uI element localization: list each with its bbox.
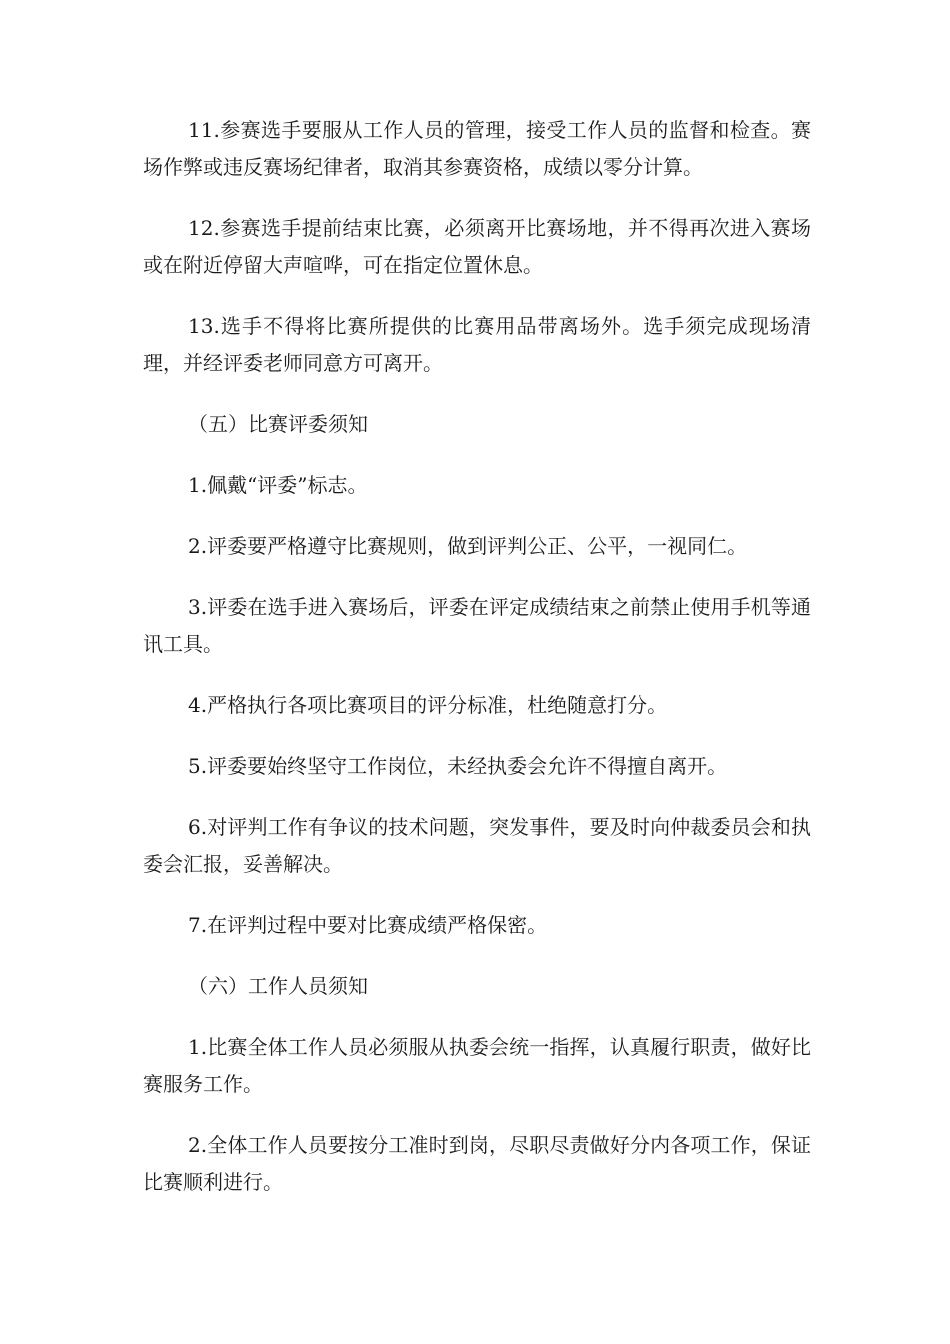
paragraph-judge-2: 2.评委要严格遵守比赛规则，做到评判公正、公平，一视同仁。 — [188, 534, 748, 558]
paragraph-judge-6: 6.对评判工作有争议的技术问题，突发事件，要及时向仲裁委员会和执委会汇报，妥善解决。 — [143, 815, 811, 876]
paragraph-judge-7: 7.在评判过程中要对比赛成绩严格保密。 — [188, 913, 548, 937]
paragraph-judge-1: 1.佩戴“评委”标志。 — [188, 473, 368, 497]
document-body — [143, 112, 811, 1225]
paragraph-judge-4: 4.严格执行各项比赛项目的评分标准，杜绝随意打分。 — [188, 693, 668, 717]
paragraph-staff-1: 1.比赛全体工作人员必须服从执委会统一指挥，认真履行职责，做好比赛服务工作。 — [143, 1035, 811, 1096]
paragraph-rule-12: 12.参赛选手提前结束比赛，必须离开比赛场地，并不得再次进入赛场或在附近停留大声喧哗，可在指定位置休息。 — [143, 216, 811, 277]
paragraph-judge-5: 5.评委要始终坚守工作岗位，未经执委会允许不得擅自离开。 — [188, 754, 728, 778]
paragraph-judge-3: 3.评委在选手进入赛场后，评委在评定成绩结束之前禁止使用手机等通讯工具。 — [143, 595, 811, 656]
section-heading-staff: （六）工作人员须知 — [188, 974, 368, 998]
paragraph-rule-13: 13.选手不得将比赛所提供的比赛用品带离场外。选手须完成现场清理，并经评委老师同意方可离开。 — [143, 314, 811, 375]
paragraph-rule-11: 11.参赛选手要服从工作人员的管理，接受工作人员的监督和检查。赛场作弊或违反赛场纪律者，取消其参赛资格，成绩以零分计算。 — [143, 118, 811, 179]
paragraph-staff-2: 2.全体工作人员要按分工准时到岗，尽职尽责做好分内各项工作，保证比赛顺利进行。 — [143, 1133, 811, 1194]
section-heading-judges: （五）比赛评委须知 — [188, 412, 368, 436]
